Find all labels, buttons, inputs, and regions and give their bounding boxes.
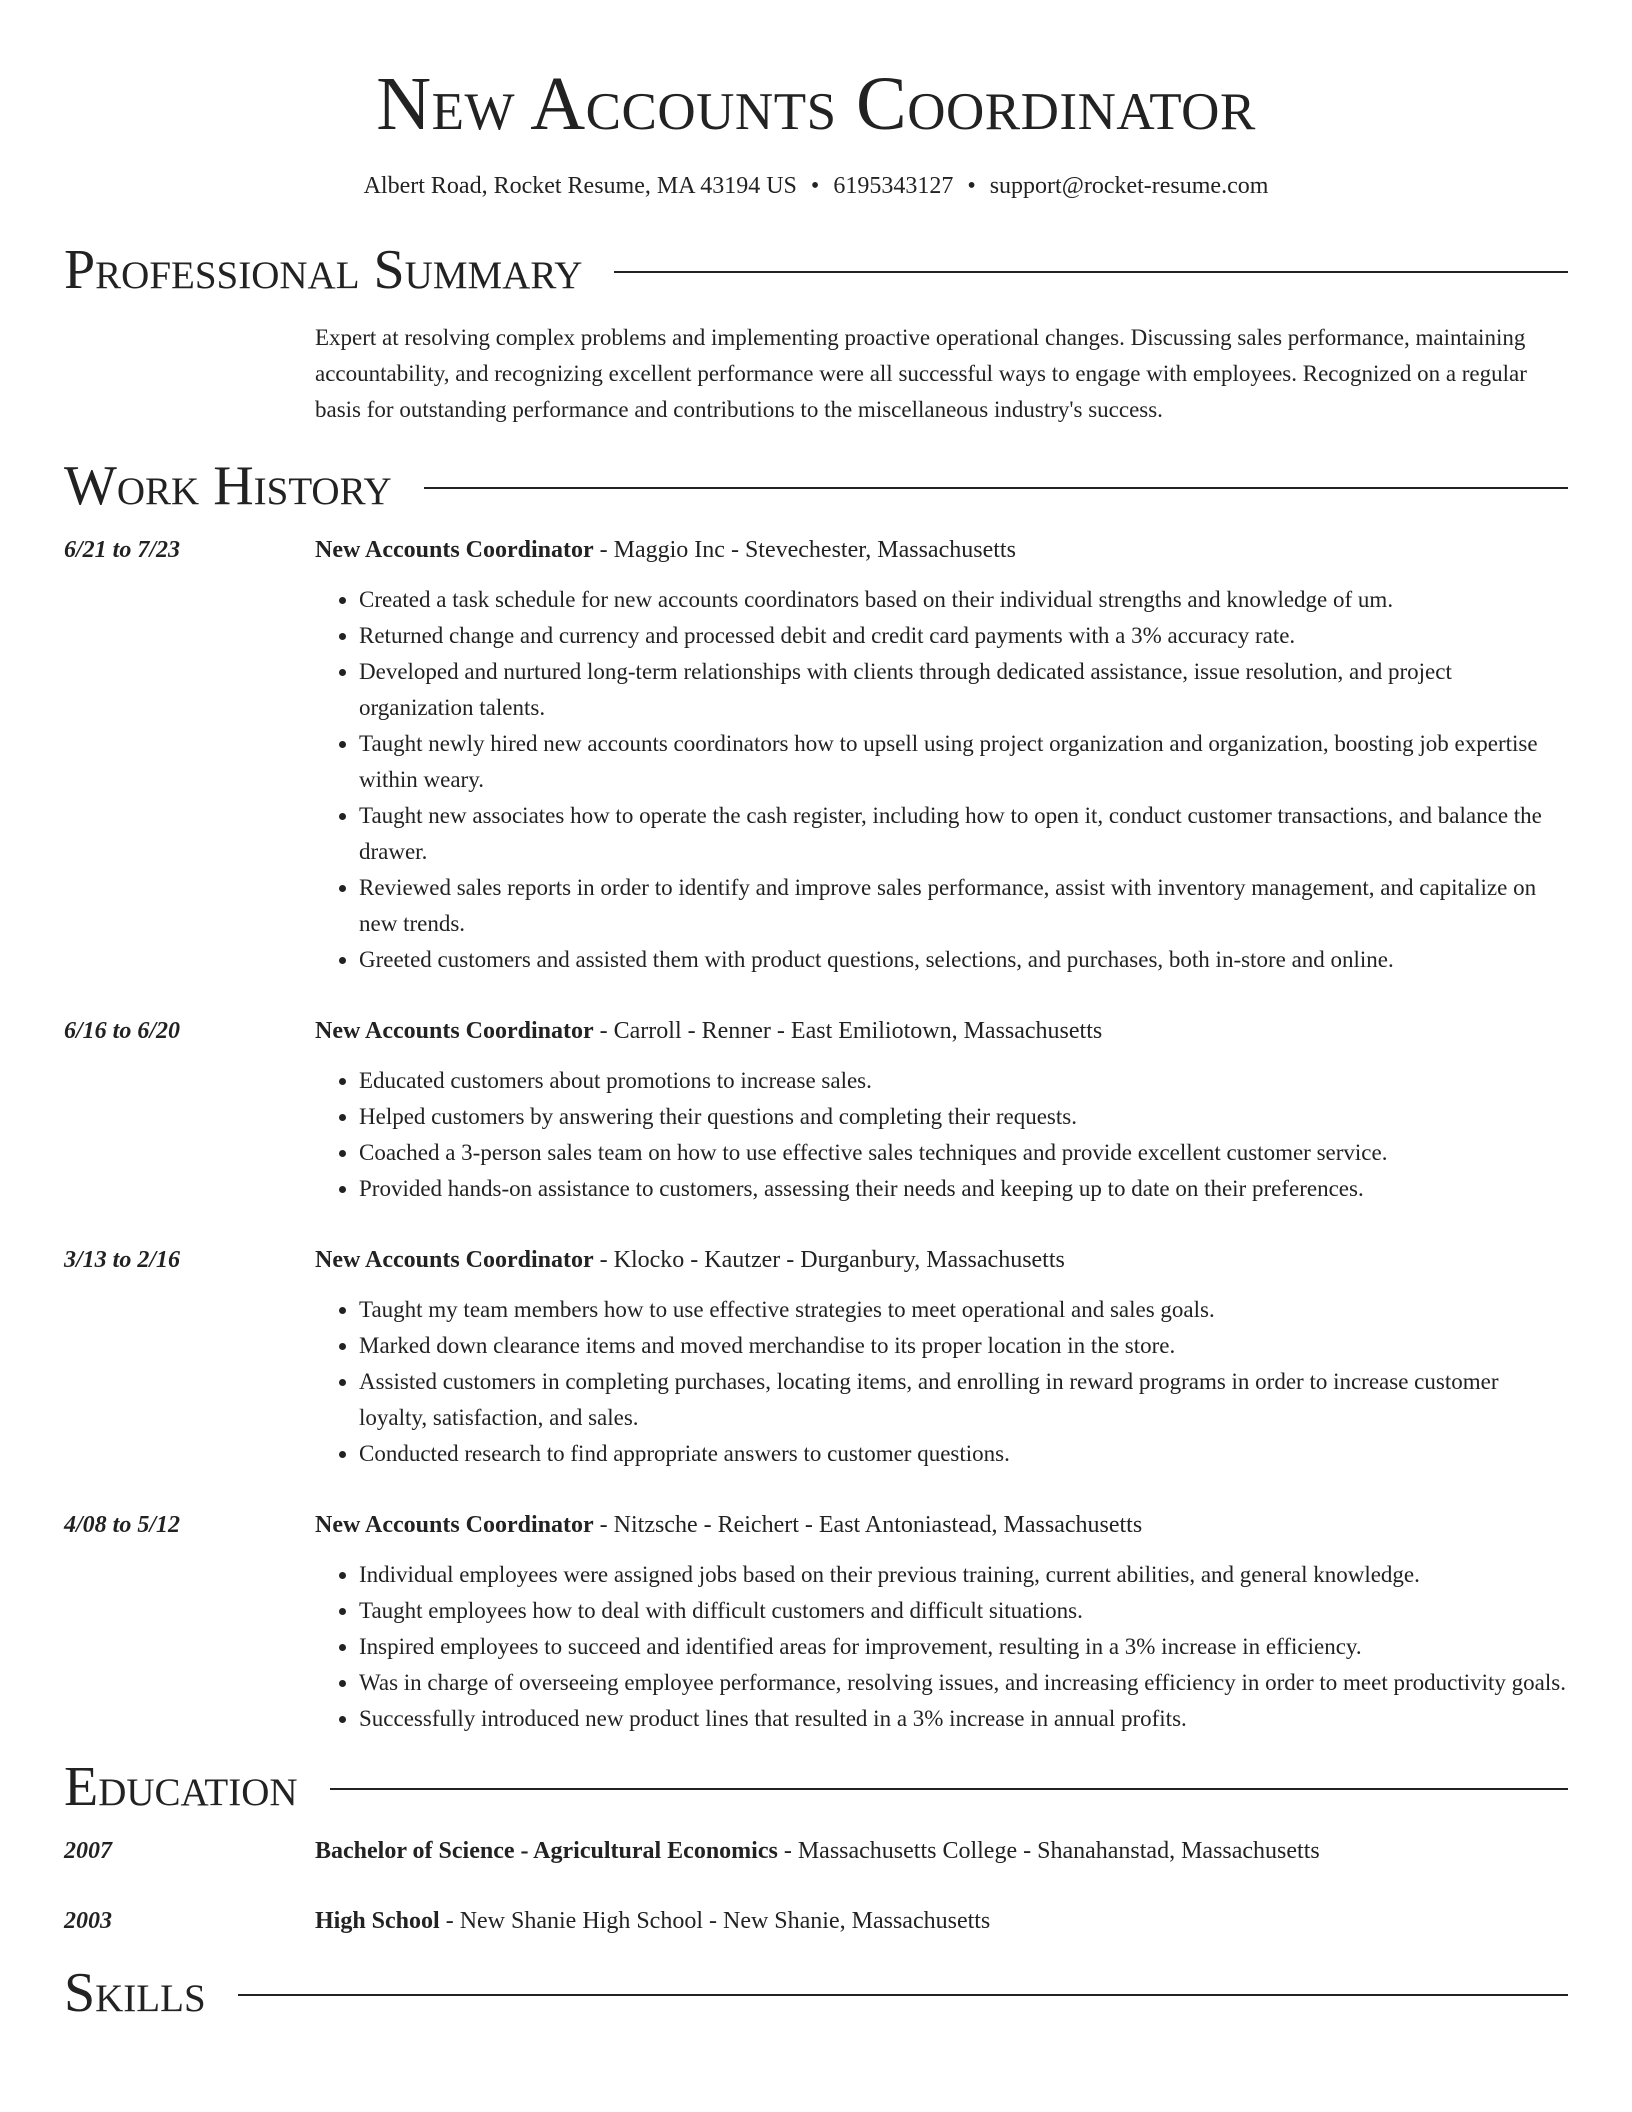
job-role: New Accounts Coordinator xyxy=(315,1247,594,1273)
summary-text: Expert at resolving complex problems and implementing proactive operational changes. Discussing sales performance, maintaining accountability, and recognizing excellent performance were all successful ways to engage with employees. Recognized on a regular basis for outstanding performance and contributions to the miscellaneous industry's success. xyxy=(315,325,1527,422)
job-details: - Carroll - Renner - East Emiliotown, Massachusetts xyxy=(593,1018,1103,1044)
bullet-separator: • xyxy=(810,173,820,199)
job-entry xyxy=(64,1507,1568,1737)
job-body xyxy=(315,532,1568,978)
education-year: 2003 xyxy=(64,1908,112,1934)
job-bullet: • Successfully introduced new product lines that resulted in a 3% increase in annual profits. xyxy=(359,1701,1568,1737)
bullet-separator: • xyxy=(967,173,976,199)
job-bullet: • Individual employees were assigned jobs based on their previous training, current abilities, and general knowledge. xyxy=(359,1557,1568,1593)
job-bullet: • Coached a 3-person sales team on how to use effective sales techniques and provide excellent customer service. xyxy=(359,1135,1568,1171)
job-heading xyxy=(315,1242,1568,1278)
job-bullet: • Reviewed sales reports in order to identify and improve sales performance, assist with inventory management, and capitalize on new trends. xyxy=(359,870,1568,942)
job-bullet: • Taught newly hired new accounts coordinators how to upsell using project organization and organization, boosting job expertise within weary. xyxy=(359,726,1568,798)
job-entry xyxy=(64,1242,1568,1472)
job-dates: 6/16 to 6/20 xyxy=(64,1018,181,1044)
section-title-work-history: Work History xyxy=(64,455,392,517)
section-divider xyxy=(424,487,1568,489)
contact-email: support@rocket-resume.com xyxy=(989,173,1269,199)
education-details: - New Shanie High School - New Shanie, Massachusetts xyxy=(439,1908,991,1934)
education-body xyxy=(315,1903,1568,1939)
education-heading xyxy=(315,1833,1568,1869)
education-year: 2007 xyxy=(64,1838,112,1864)
section-divider xyxy=(614,271,1568,273)
job-dates: 6/21 to 7/23 xyxy=(64,537,181,563)
job-body xyxy=(315,1242,1568,1472)
job-details: - Nitzsche - Reichert - East Antoniastead, Massachusetts xyxy=(593,1512,1143,1538)
contact-address: Albert Road, Rocket Resume, MA 43194 US xyxy=(363,173,797,199)
section-divider xyxy=(238,1994,1568,1996)
job-entry xyxy=(64,532,1568,978)
job-bullet: • Developed and nurtured long-term relationships with clients through dedicated assistance, issue resolution, and project organization talents. xyxy=(359,654,1568,726)
job-bullets xyxy=(315,1557,1568,1737)
job-bullet: • Marked down clearance items and moved merchandise to its proper location in the store. xyxy=(359,1328,1568,1364)
section-header-summary xyxy=(64,238,1568,302)
section-header-skills xyxy=(64,1961,1568,2025)
education-entry xyxy=(64,1833,1568,1869)
job-bullet: • Educated customers about promotions to increase sales. xyxy=(359,1063,1568,1099)
section-title-summary: Professional Summary xyxy=(64,239,583,301)
job-entry xyxy=(64,1013,1568,1207)
job-bullet: • Taught new associates how to operate the cash register, including how to open it, conduct customer transactions, and balance the drawer. xyxy=(359,798,1568,870)
job-bullet: • Provided hands-on assistance to customers, assessing their needs and keeping up to date on their preferences. xyxy=(359,1171,1568,1207)
education-entry xyxy=(64,1903,1568,1939)
job-role: New Accounts Coordinator xyxy=(315,537,594,563)
job-role: New Accounts Coordinator xyxy=(315,1512,594,1538)
job-dates: 3/13 to 2/16 xyxy=(64,1247,181,1273)
job-heading xyxy=(315,532,1568,568)
resume-title: New Accounts Coordinator xyxy=(376,62,1256,146)
job-bullet: • Helped customers by answering their questions and completing their requests. xyxy=(359,1099,1568,1135)
education-degree: Bachelor of Science - Agricultural Economics xyxy=(315,1838,778,1864)
job-bullet: • Greeted customers and assisted them with product questions, selections, and purchases, both in-store and online. xyxy=(359,942,1568,978)
job-bullets xyxy=(315,1063,1568,1207)
job-bullet: • Was in charge of overseeing employee performance, resolving issues, and increasing efficiency in order to meet productivity goals. xyxy=(359,1665,1568,1701)
job-heading xyxy=(315,1507,1568,1543)
job-bullets xyxy=(315,1292,1568,1472)
education-heading xyxy=(315,1903,1568,1939)
job-bullet: • Assisted customers in completing purchases, locating items, and enrolling in reward programs in order to increase customer loyalty, satisfaction, and sales. xyxy=(359,1364,1568,1436)
job-bullet: • Inspired employees to succeed and identified areas for improvement, resulting in a 3% increase in efficiency. xyxy=(359,1629,1568,1665)
job-bullets xyxy=(315,582,1568,978)
section-divider xyxy=(330,1788,1568,1790)
contact-line xyxy=(64,170,1568,202)
job-bullet: • Created a task schedule for new accounts coordinators based on their individual strengths and knowledge of um. xyxy=(359,582,1568,618)
job-bullet: • Returned change and currency and processed debit and credit card payments with a 3% accuracy rate. xyxy=(359,618,1568,654)
job-role: New Accounts Coordinator xyxy=(315,1018,594,1044)
contact-phone: 6195343127 xyxy=(833,173,954,199)
job-bullet: • Taught employees how to deal with difficult customers and difficult situations. xyxy=(359,1593,1568,1629)
job-body xyxy=(315,1507,1568,1737)
job-body xyxy=(315,1013,1568,1207)
education-details: - Massachusetts College - Shanahanstad, Massachusetts xyxy=(777,1838,1320,1864)
job-heading xyxy=(315,1013,1568,1049)
job-details: - Maggio Inc - Stevechester, Massachusetts xyxy=(593,537,1016,563)
job-details: - Klocko - Kautzer - Durganbury, Massachusetts xyxy=(593,1247,1065,1273)
education-degree: High School xyxy=(315,1908,440,1934)
job-bullet: • Conducted research to find appropriate answers to customer questions. xyxy=(359,1436,1568,1472)
section-header-work-history xyxy=(64,454,1568,518)
education-body xyxy=(315,1833,1568,1869)
section-title-education: Education xyxy=(64,1756,298,1818)
section-title-skills: Skills xyxy=(64,1962,206,2024)
job-dates: 4/08 to 5/12 xyxy=(64,1512,181,1538)
section-header-education xyxy=(64,1755,1568,1819)
job-bullet: • Taught my team members how to use effective strategies to meet operational and sales goals. xyxy=(359,1292,1568,1328)
